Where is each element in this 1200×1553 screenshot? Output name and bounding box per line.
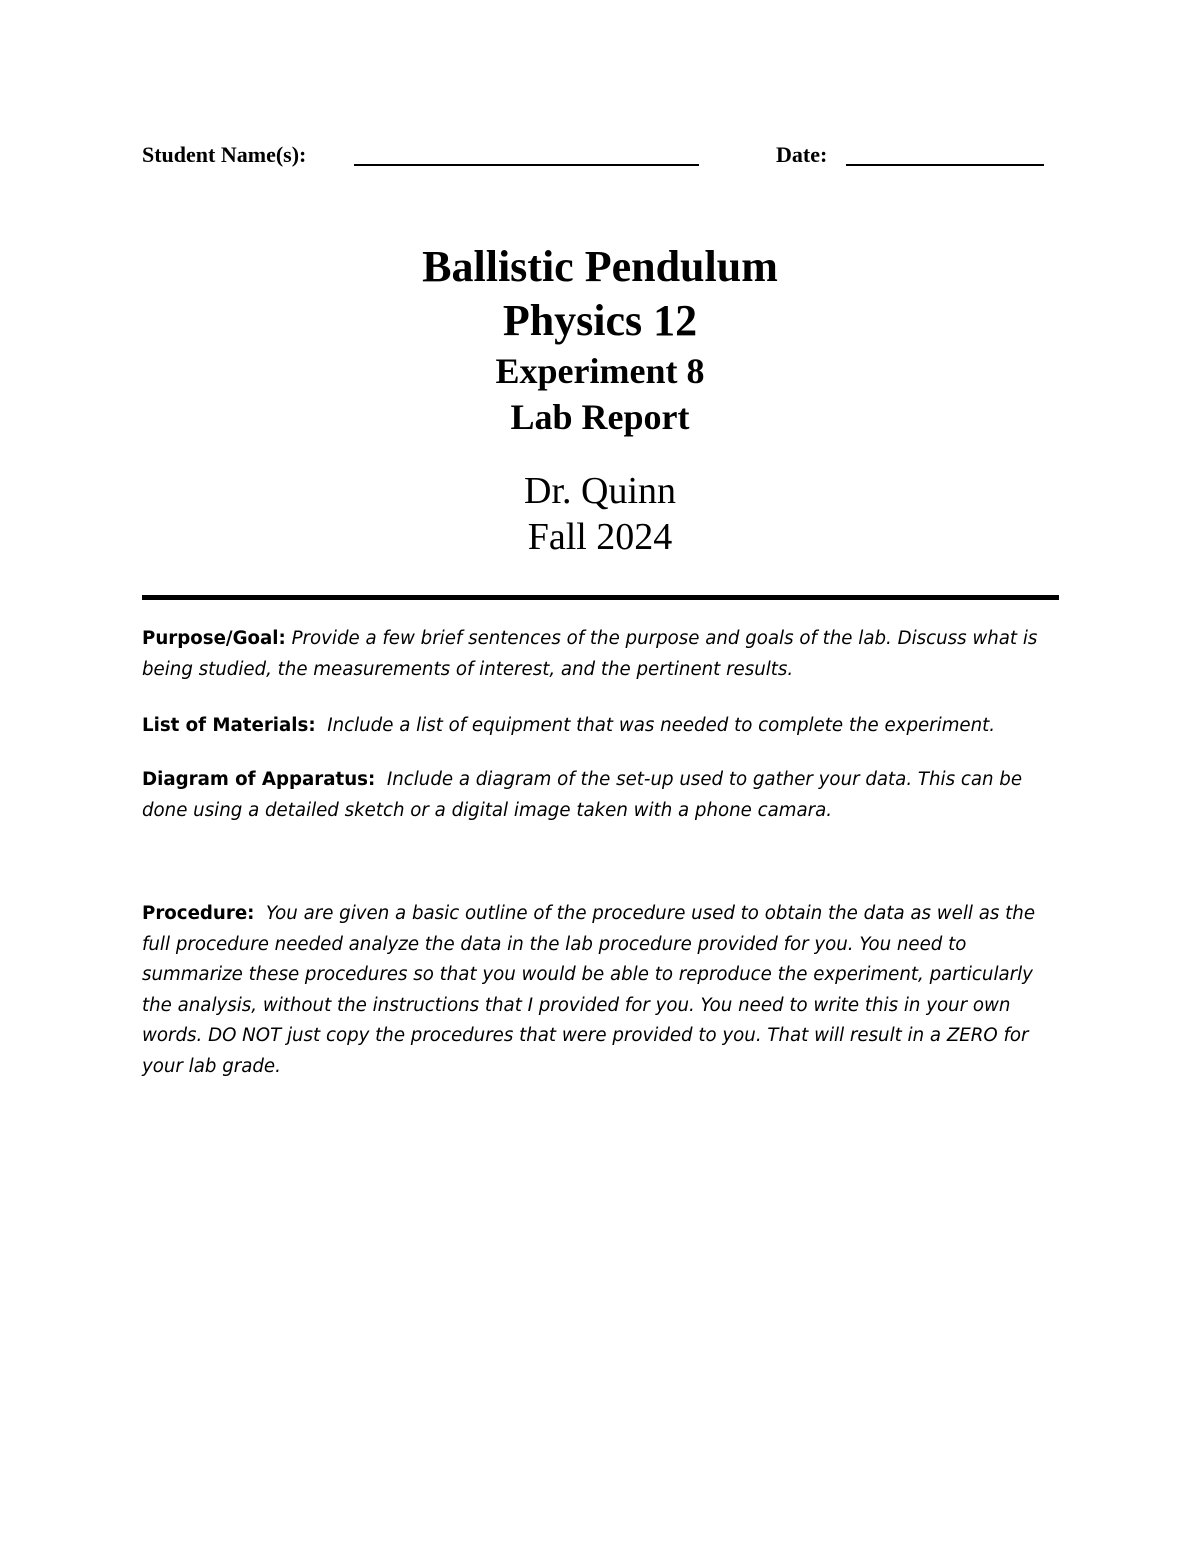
materials-section [142,711,1062,742]
purpose-section [142,624,1062,685]
title-block [0,240,1200,560]
instructor-name: Dr. Quinn [524,470,676,512]
report-type: Lab Report [510,397,690,437]
diagram-text: Include a diagram of the set-up used to gather your data. This can be done using a detailed sketch or a digital image taken with a phone camara. [142,769,1023,821]
experiment-number: Experiment 8 [495,351,705,391]
date-label: Date: [776,142,828,167]
term: Fall 2024 [527,516,673,558]
course-name: Physics 12 [502,296,698,345]
procedure-text: You are given a basic outline of the procedure used to obtain the data as well as the full procedure needed analyze the data in the lab procedure provided for you. You need to summarize these procedures so that you would be able to reproduce the experiment, particularly the analysis, without the instructions that I provided for you. You need to write this in your own words. DO NOT just copy the procedures that were provided to you. That will result in a ZERO for your lab grade. [142,903,1036,1077]
diagram-label: Diagram of Apparatus: [142,769,376,790]
diagram-section [142,765,1062,826]
section-divider [142,595,1059,600]
date-blank-line [846,164,1044,166]
student-name-label: Student Name(s): [142,142,307,167]
purpose-label: Purpose/Goal: [142,628,286,649]
materials-text: Include a list of equipment that was needed to complete the experiment. [327,715,996,736]
purpose-text: Provide a few brief sentences of the purpose and goals of the lab. Discuss what is being studied, the measurements of interest, and the pertinent results. [142,628,1038,680]
document-title: Ballistic Pendulum [422,242,778,291]
title-spacer [0,440,1200,468]
procedure-label: Procedure: [142,903,255,924]
student-name-blank-line [354,164,699,166]
procedure-section [142,899,1062,1082]
header-row [142,142,1062,176]
materials-label: List of Materials: [142,715,316,736]
